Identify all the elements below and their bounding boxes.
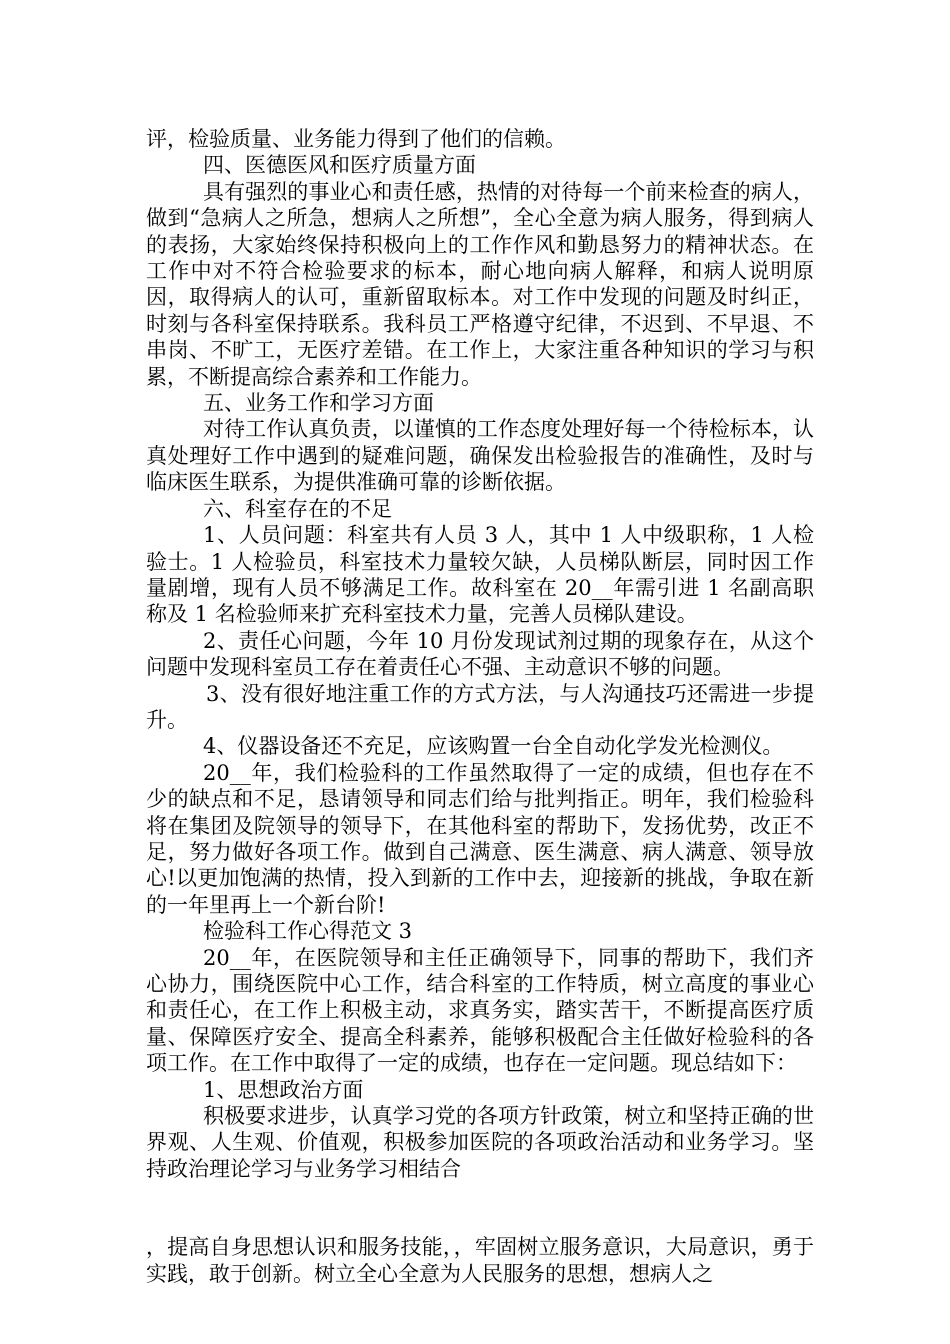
paragraph-gap [146,1182,814,1234]
section-heading: 五、业务工作和学习方面 [203,391,434,416]
list-item: 4、仪器设备还不充足，应该购置一台全自动化学发光检测仪。 [203,734,784,759]
section-heading: 检验科工作心得范文 3 [203,919,413,944]
list-item: 2、责任心问题，今年 10 月份发现试剂过期的现象存在，从这个问题中发现科室员工存在着责任心不强、主动意识不够的问题。 [146,628,814,680]
paragraph: 20__年，在医院领导和主任正确领导下，同事的帮助下，我们齐心协力，围绕医院中心工作，结合科室的工作特质，树立高度的事业心和责任心，在工作上积极主动，求真务实，踏实苦干，不断提高医疗质量、保障医疗安全、提高全科素养，能够积极配合主任做好检验科的各项工作。在工作中取得了一定的成绩，也存在一定问题。现总结如下： [146,945,814,1076]
document-body [146,126,814,1287]
section-heading: 1、思想政治方面 [203,1077,364,1102]
paragraph: 积极要求进步，认真学习党的各项方针政策，树立和坚持正确的世界观、人生观、价值观，积极参加医院的各项政治活动和业务学习。坚持政治理论学习与业务学习相结合 [146,1104,814,1181]
paragraph: 具有强烈的事业心和责任感，热情的对待每一个前来检查的病人，做到“急病人之所急，想病人之所想”，全心全意为病人服务，得到病人的表扬，大家始终保持积极向上的工作作风和勤恳努力的精神状态。在工作中对不符合检验要求的标本，耐心地向病人解释，和病人说明原因，取得病人的认可，重新留取标本。对工作中发现的问题及时纠正，时刻与各科室保持联系。我科员工严格遵守纪律，不迟到、不早退、不串岗、不旷工，无医疗差错。在工作上，大家注重各种知识的学习与积累，不断提高综合素养和工作能力。 [146,179,814,389]
paragraph: 对待工作认真负责，以谨慎的工作态度处理好每一个待检标本，认真处理好工作中遇到的疑难问题，确保发出检验报告的准确性，及时与临床医生联系，为提供准确可靠的诊断依据。 [146,417,814,495]
section-heading: 六、科室存在的不足 [203,496,392,521]
list-item: 3、没有很好地注重工作的方式方法，与人沟通技巧还需进一步提升。 [146,681,814,732]
section-heading: 四、医德医风和医疗质量方面 [203,153,476,178]
paragraph: ，提高自身思想认识和服务技能，，牢固树立服务意识，大局意识，勇于实践，敢于创新。树立全心全意为人民服务的思想，想病人之 [146,1235,814,1286]
paragraph: 评，检验质量、业务能力得到了他们的信赖。 [146,127,566,151]
paragraph: 20__年，我们检验科的工作虽然取得了一定的成绩，但也存在不少的缺点和不足，恳请领导和同志们给与批判指正。明年，我们检验科将在集团及院领导的领导下，在其他科室的帮助下，发扬优势，改正不足，努力做好各项工作。做到自己满意、医生满意、病人满意、领导放心!以更加饱满的热情，投入到新的工作中去，迎接新的挑战，争取在新的一年里再上一个新台阶! [146,760,814,917]
list-item: 1、人员问题：科室共有人员 3 人，其中 1 人中级职称，1 人检验士。1 人检验员，科室技术力量较欠缺，人员梯队断层，同时因工作量剧增，现有人员不够满足工作。故科室在 20__年需引进 1 名副高职称及 1 名检验师来扩充科室技术力量，完善人员梯队建设。 [146,523,814,627]
